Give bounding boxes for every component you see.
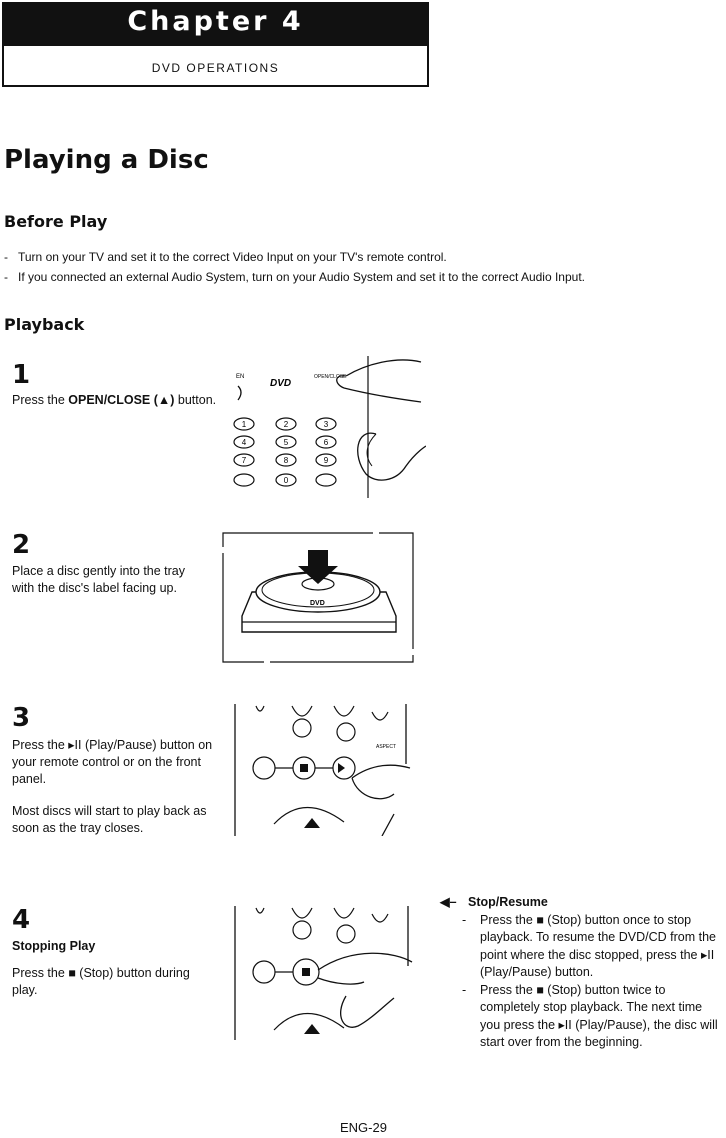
stop-resume-note: [440, 894, 724, 1052]
svg-text:1: 1: [241, 420, 247, 429]
remote-open-close-illustration: [226, 356, 426, 498]
svg-text:3: 3: [323, 420, 329, 429]
arrow-left-icon: ◀–: [440, 895, 457, 909]
list-item: - Press the ■ (Stop) button once to stop playback. To resume the DVD/CD from the point where the disc stopped, press the ▸II (Play/Pause) button.: [462, 912, 716, 979]
svg-text:7: 7: [241, 456, 247, 465]
svg-text:0: 0: [283, 476, 289, 485]
chapter-subtitle: DVD OPERATIONS: [151, 61, 280, 75]
svg-text:2: 2: [283, 420, 289, 429]
dvd-logo: DVD: [270, 378, 292, 389]
step-number: 2: [12, 530, 31, 560]
step-2-text: Place a disc gently into the tray with the disc's label facing up.: [12, 564, 186, 595]
chapter-title: Chapter 4: [127, 6, 304, 37]
svg-text:4: 4: [241, 438, 247, 447]
ez-view-label: ASPECT: [376, 744, 397, 750]
list-item: - Press the ■ (Stop) button twice to completely stop playback. The next time you press the ▸II (Play/Pause), the disc will start over from the beginning.: [462, 982, 718, 1049]
remote-en-label: EN: [236, 374, 245, 380]
step-3-note: Most discs will start to play back as soon as the tray closes.: [12, 804, 207, 835]
before-play-bullet: - If you connected an external Audio System, turn on your Audio System and set it to the correct Audio Input.: [4, 270, 585, 284]
step-4-text: Press the ■ (Stop) button during play.: [12, 966, 190, 997]
step-number: 4: [12, 905, 31, 935]
disc-label: DVD: [310, 600, 325, 607]
svg-text:5: 5: [283, 438, 289, 447]
svg-text:6: 6: [323, 438, 329, 447]
svg-text:9: 9: [323, 456, 329, 465]
step-3-text: Press the ▸II (Play/Pause) button on your remote control or on the front panel.: [12, 738, 213, 786]
stop-resume-title: ◀– Stop/Resume: [440, 894, 724, 912]
step-4-subtitle: Stopping Play: [12, 939, 96, 953]
before-play-bullet: - Turn on your TV and set it to the correct Video Input on your TV's remote control.: [4, 250, 447, 264]
page-title: Playing a Disc: [4, 145, 209, 175]
svg-text:8: 8: [283, 456, 289, 465]
step-number: 1: [12, 360, 31, 390]
page-number: ENG-29: [340, 1120, 387, 1135]
remote-stop-illustration: [234, 906, 414, 1040]
step-number: 3: [12, 703, 31, 733]
step-1-text: Press the OPEN/CLOSE (▲) button.: [12, 393, 217, 407]
remote-play-pause-illustration: [234, 704, 412, 836]
disc-tray-illustration: [222, 532, 416, 664]
playback-heading: Playback: [4, 315, 85, 334]
before-play-heading: Before Play: [4, 212, 108, 231]
open-close-label: OPEN/CLOSE: [314, 374, 347, 380]
